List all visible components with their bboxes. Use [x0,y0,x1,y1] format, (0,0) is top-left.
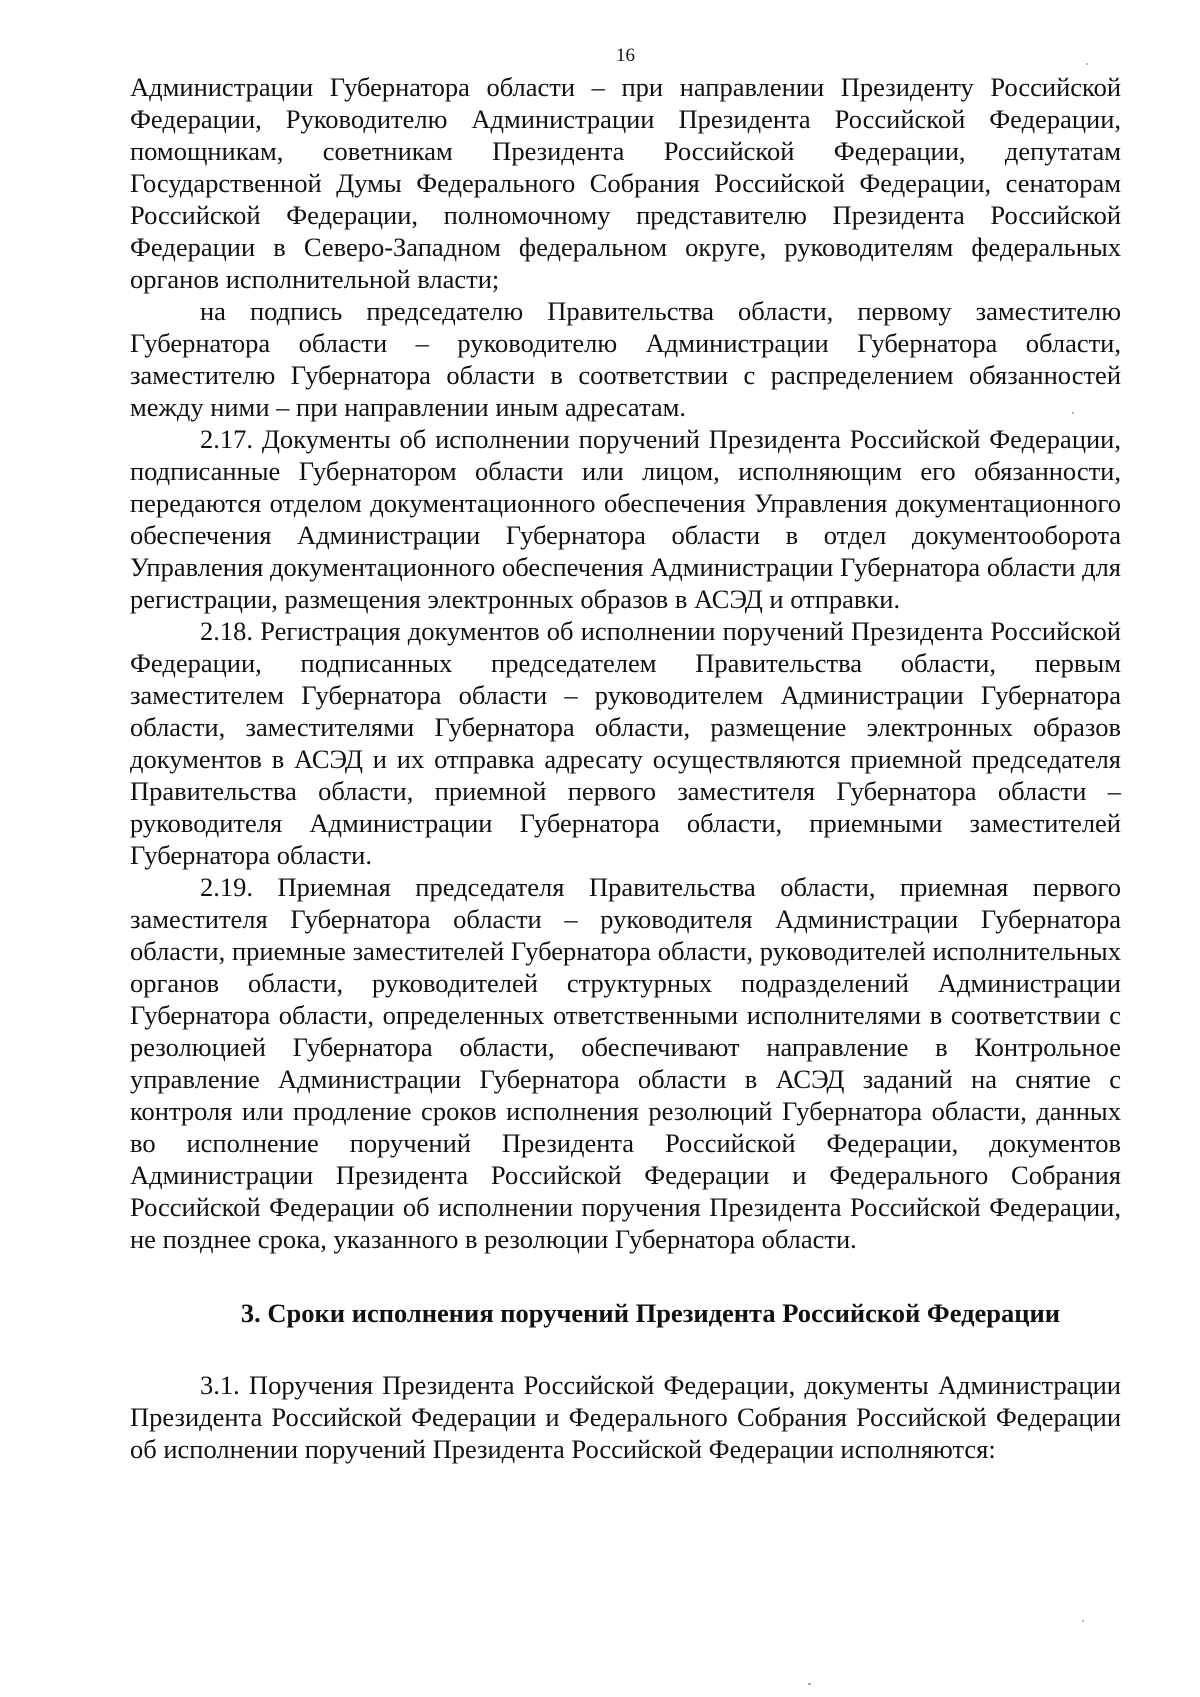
document-body [130,71,1121,1465]
scan-dot [1086,63,1088,65]
scan-dot [1082,1620,1084,1622]
scan-dot [1072,412,1074,414]
paragraph-signature-routing: на подпись председателю Правительства области, первому заместителю Губернатора области – руководителю Администрации Губернатора области, заместителю Губернатора области в соответствии с распределением обязанностей между ними – при направлении иным адресатам. [130,296,1121,422]
paragraph-2-17: 2.17. Документы об исполнении поручений Президента Российской Федерации, подписанные Губернатором области или лицом, исполняющим его обязанности, передаются отделом документационного обеспечения Управления документационного обеспечения Администрации Губернатора области в отдел документооборота Управления документационного обеспечения Администрации Губернатора области для регистрации, размещения электронных образов в АСЭД и отправки. [130,424,1121,614]
section-heading-3: 3. Сроки исполнения поручений Президента Российской Федерации [240,1298,1061,1328]
scan-dot [808,1683,811,1685]
paragraph-2-19: 2.19. Приемная председателя Правительства области, приемная первого заместителя Губернатора области – руководителя Администрации Губернатора области, приемные заместителей Губернатора области, руководителей исполнительных органов области, руководителей структурных подразделений Администрации Губернатора области, определенных ответственными исполнителями в соответствии с резолюцией Губернатора области, обеспечивают направление в Контрольное управление Администрации Губернатора области в АСЭД заданий на снятие с контроля или продление сроков исполнения резолюций Губернатора области, данных во исполнение поручений Президента Российской Федерации, документов Администрации Президента Российской Федерации и Федерального Собрания Российской Федерации об исполнении поручения Президента Российской Федерации, не позднее срока, указанного в резолюции Губернатора области. [130,872,1121,1254]
paragraph-continuation: Администрации Губернатора области – при направлении Президенту Российской Федерации, Руководителю Администрации Президента Российской Федерации, помощникам, советникам Президента Российской Федерации, депутатам Государственной Думы Федерального Собрания Российской Федерации, сенаторам Российской Федерации, полномочному представителю Президента Российской Федерации в Северо-Западном федеральном округе, руководителям федеральных органов исполнительной власти; [130,72,1121,294]
paragraph-3-1: 3.1. Поручения Президента Российской Федерации, документы Администрации Президента Российской Федерации и Федерального Собрания Российской Федерации об исполнении поручений Президента Российской Федерации исполняются: [130,1370,1121,1464]
page-number: 16 [616,45,635,66]
document-page [130,0,1121,1697]
paragraph-2-18: 2.18. Регистрация документов об исполнении поручений Президента Российской Федерации, подписанных председателем Правительства области, первым заместителем Губернатора области – руководителем Администрации Губернатора области, заместителями Губернатора области, размещение электронных образов документов в АСЭД и их отправка адресату осуществляются приемной председателя Правительства области, приемной первого заместителя Губернатора области – руководителя Администрации Губернатора области, приемными заместителей Губернатора области. [130,616,1121,870]
